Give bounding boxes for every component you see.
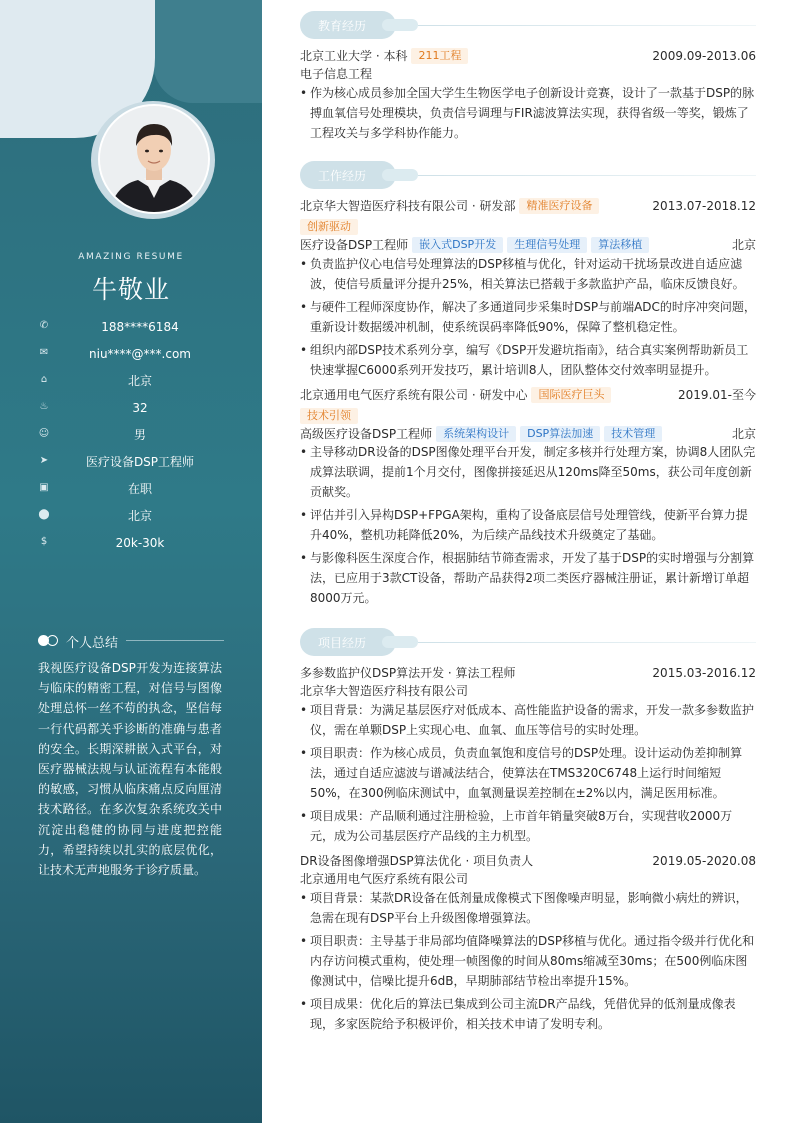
list-item: • 项目职责：主导基于非局部均值降噪算法的DSP移植与优化。通过指令级并行优化和内存访问模式重构，使处理一帧图像的时间从80ms缩减至30ms；在500例临床图像测试中，信噪比提升6dB，早期肺部结节检出率提升15%。 [300,931,756,991]
list-item: • 项目成果：产品顺利通过注册检验，上市首年销量突破8万台，实现营收2000万元，成为公司基层医疗产品线的主力机型。 [300,806,756,846]
project-org: 北京通用电气医疗系统有限公司 [300,872,469,886]
info-row-age [0,398,262,418]
company-name: 北京通用电气医疗系统有限公司 · 研发中心 [300,388,528,402]
job-city: 北京 [731,427,756,441]
project-bullets [300,700,756,849]
job-bullets [300,254,756,383]
summary-header [38,632,228,650]
company-name: 北京华大智造医疗科技有限公司 · 研发部 [300,199,516,213]
mail-icon: ✉ [39,347,49,358]
section-title: 教育经历 [318,19,367,33]
candidate-name: 牛敬业 [91,275,170,304]
job-header [300,387,756,403]
job-bullets [300,442,756,611]
send-icon: ➤ [39,455,49,466]
section-title: 工作经历 [318,169,367,183]
job-role-row [300,426,756,442]
info-text: 32 [132,401,148,415]
major: 电子信息工程 [300,67,373,81]
phone-icon: ✆ [39,320,49,331]
project-title: 多参数监护仪DSP算法开发 · 算法工程师 [300,666,516,680]
list-item: • 负责监护仪心电信号处理算法的DSP移植与优化，针对运动干扰场景改进自适应滤波，使信号质量评分提升25%，相关算法已搭载于多款监护产品，临床反馈良好。 [300,254,756,294]
info-text: 在职 [127,482,152,496]
school-tag: 211工程 [411,48,468,64]
skill-tag: 算法移植 [591,237,649,253]
job-date: 2013.07-2018.12 [652,199,756,213]
project-org: 北京华大智造医疗科技有限公司 [300,684,469,698]
job-role-row [300,237,756,253]
section-header-work [300,161,756,189]
section-pill-tail [382,169,418,181]
info-row-hometown [0,371,262,391]
summary-ring-icon [47,635,58,646]
skill-tag: 系统架构设计 [436,426,516,442]
company-tag: 技术引领 [300,408,358,424]
info-text: 男 [133,428,146,442]
project-title: DR设备图像增强DSP算法优化 · 项目负责人 [300,854,534,868]
job-tag-row [300,219,756,235]
section-pill-tail [382,636,418,648]
info-row-salary [0,533,262,553]
info-text: 北京 [127,374,152,388]
divider [418,642,756,643]
home-icon: ⌂ [40,374,48,385]
project-header [300,853,756,869]
divider [126,640,224,641]
section-pill-tail [382,19,418,31]
summary-text: 我视医疗设备DSP开发为连接算法与临床的精密工程，对信号与图像处理总怀一丝不苟的执念，坚信每一行代码都关乎诊断的准确与患者的安全。长期深耕嵌入式平台，对医疗器械法规与认证流程有本能般的敏感，习惯从临床痛点反向厘清技术路径。在多次复杂系统攻关中沉淀出稳健的协同与进度把控能力，希望持续以扎实的底层优化，让技术无声地服务于诊疗质量。 [38,661,222,878]
section-header-education [300,11,756,39]
education-date: 2009.09-2013.06 [652,49,756,63]
list-item: • 项目成果：优化后的算法已集成到公司主流DR产品线，凭借优异的低剂量成像表现，多家医院给予积极评价，相关技术申请了发明专利。 [300,994,756,1034]
info-row-position [0,452,262,472]
avatar [98,104,210,214]
list-item: • 项目背景：某款DR设备在低剂量成像模式下图像噪声明显，影响微小病灶的辨识，急需在现有DSP平台上升级图像增强算法。 [300,888,756,928]
info-row-gender [0,425,262,445]
project-date: 2015.03-2016.12 [652,666,756,680]
list-item: • 组织内部DSP技术系列分享，编写《DSP开发避坑指南》，结合真实案例帮助新员工快速掌握C6000系列开发技巧，累计培训8人，团队整体交付效率明显提升。 [300,340,756,380]
divider [418,175,756,176]
info-text: 北京 [127,509,152,523]
list-item: • 项目职责：作为核心成员，负责血氧饱和度信号的DSP处理。设计运动伪差抑制算法，通过自适应滤波与谱减法结合，使算法在TMS320C6748上运行时间缩短50%，在300例临床测试中，血氧测量误差控制在±2%以内，满足医用标准。 [300,743,756,803]
list-item: • 项目背景：为满足基层医疗对低成本、高性能监护设备的需求，开发一款多参数监护仪，需在单颗DSP上实现心电、血氧、血压等信号的实时处理。 [300,700,756,740]
skill-tag: DSP算法加速 [520,426,600,442]
info-row-status [0,479,262,499]
cake-icon: ♨ [39,401,49,412]
school-name: 北京工业大学 · 本科 [300,49,408,63]
list-item: • 作为核心成员参加全国大学生生物医学电子创新设计竞赛，设计了一款基于DSP的脉搏血氧信号处理模块，负责信号调理与FIR滤波算法实现，获得省级一等奖，锻炼了工程攻关与多学科协作能力。 [300,83,756,143]
job-date: 2019.01-至今 [678,388,756,402]
skill-tag: 嵌入式DSP开发 [412,237,503,253]
info-text: 20k-30k [115,536,165,550]
project-date: 2019.05-2020.08 [652,854,756,868]
section-title: 项目经历 [318,636,367,650]
list-item: • 评估并引入异构DSP+FPGA架构，重构了设备底层信号处理管线，使新平台算力提升40%，整机功耗降低20%，为后续产品线技术升级奠定了基础。 [300,505,756,545]
info-row-location [0,506,262,526]
info-row-email [0,344,262,364]
gender-icon: ☺ [38,428,50,439]
info-row-phone [0,317,262,337]
sidebar [0,0,262,1123]
info-text: niu****@***.com [89,347,191,361]
project-header [300,665,756,681]
section-header-projects [300,628,756,656]
job-role: 医疗设备DSP工程师 [300,238,409,252]
company-tag: 精准医疗设备 [519,198,599,214]
skill-tag: 技术管理 [604,426,662,442]
company-tag: 创新驱动 [300,219,358,235]
resume-tagline: AMAZING RESUME [78,252,184,262]
divider [418,25,756,26]
decorative-shape [153,0,262,103]
job-header [300,198,756,214]
avatar-portrait [100,106,208,212]
education-bullets [300,83,756,146]
briefcase-icon: ▣ [39,482,49,493]
job-role: 高级医疗设备DSP工程师 [300,427,433,441]
location-icon: ⬤ [38,509,50,520]
project-bullets [300,888,756,1037]
salary-icon: $ [40,536,48,547]
job-city: 北京 [731,238,756,252]
job-tag-row [300,408,756,424]
company-tag: 国际医疗巨头 [531,387,611,403]
list-item: • 与硬件工程师深度协作，解决了多通道同步采集时DSP与前端ADC的时序冲突问题，重新设计数据缓冲机制，使系统误码率降低90%，保障了整机稳定性。 [300,297,756,337]
list-item: • 与影像科医生深度合作，根据肺结节筛查需求，开发了基于DSP的实时增强与分割算法，已应用于3款CT设备，帮助产品获得2项二类医疗器械注册证，累计新增订单超8000万元。 [300,548,756,608]
list-item: • 主导移动DR设备的DSP图像处理平台开发，制定多核并行处理方案，协调8人团队完成算法联调，提前1个月交付，图像拼接延迟从120ms降至50ms，获公司年度创新贡献奖。 [300,442,756,502]
info-text: 医疗设备DSP工程师 [85,455,195,469]
education-header [300,48,756,64]
info-text: 188****6184 [101,320,179,334]
summary-title: 个人总结 [66,636,119,651]
skill-tag: 生理信号处理 [507,237,587,253]
